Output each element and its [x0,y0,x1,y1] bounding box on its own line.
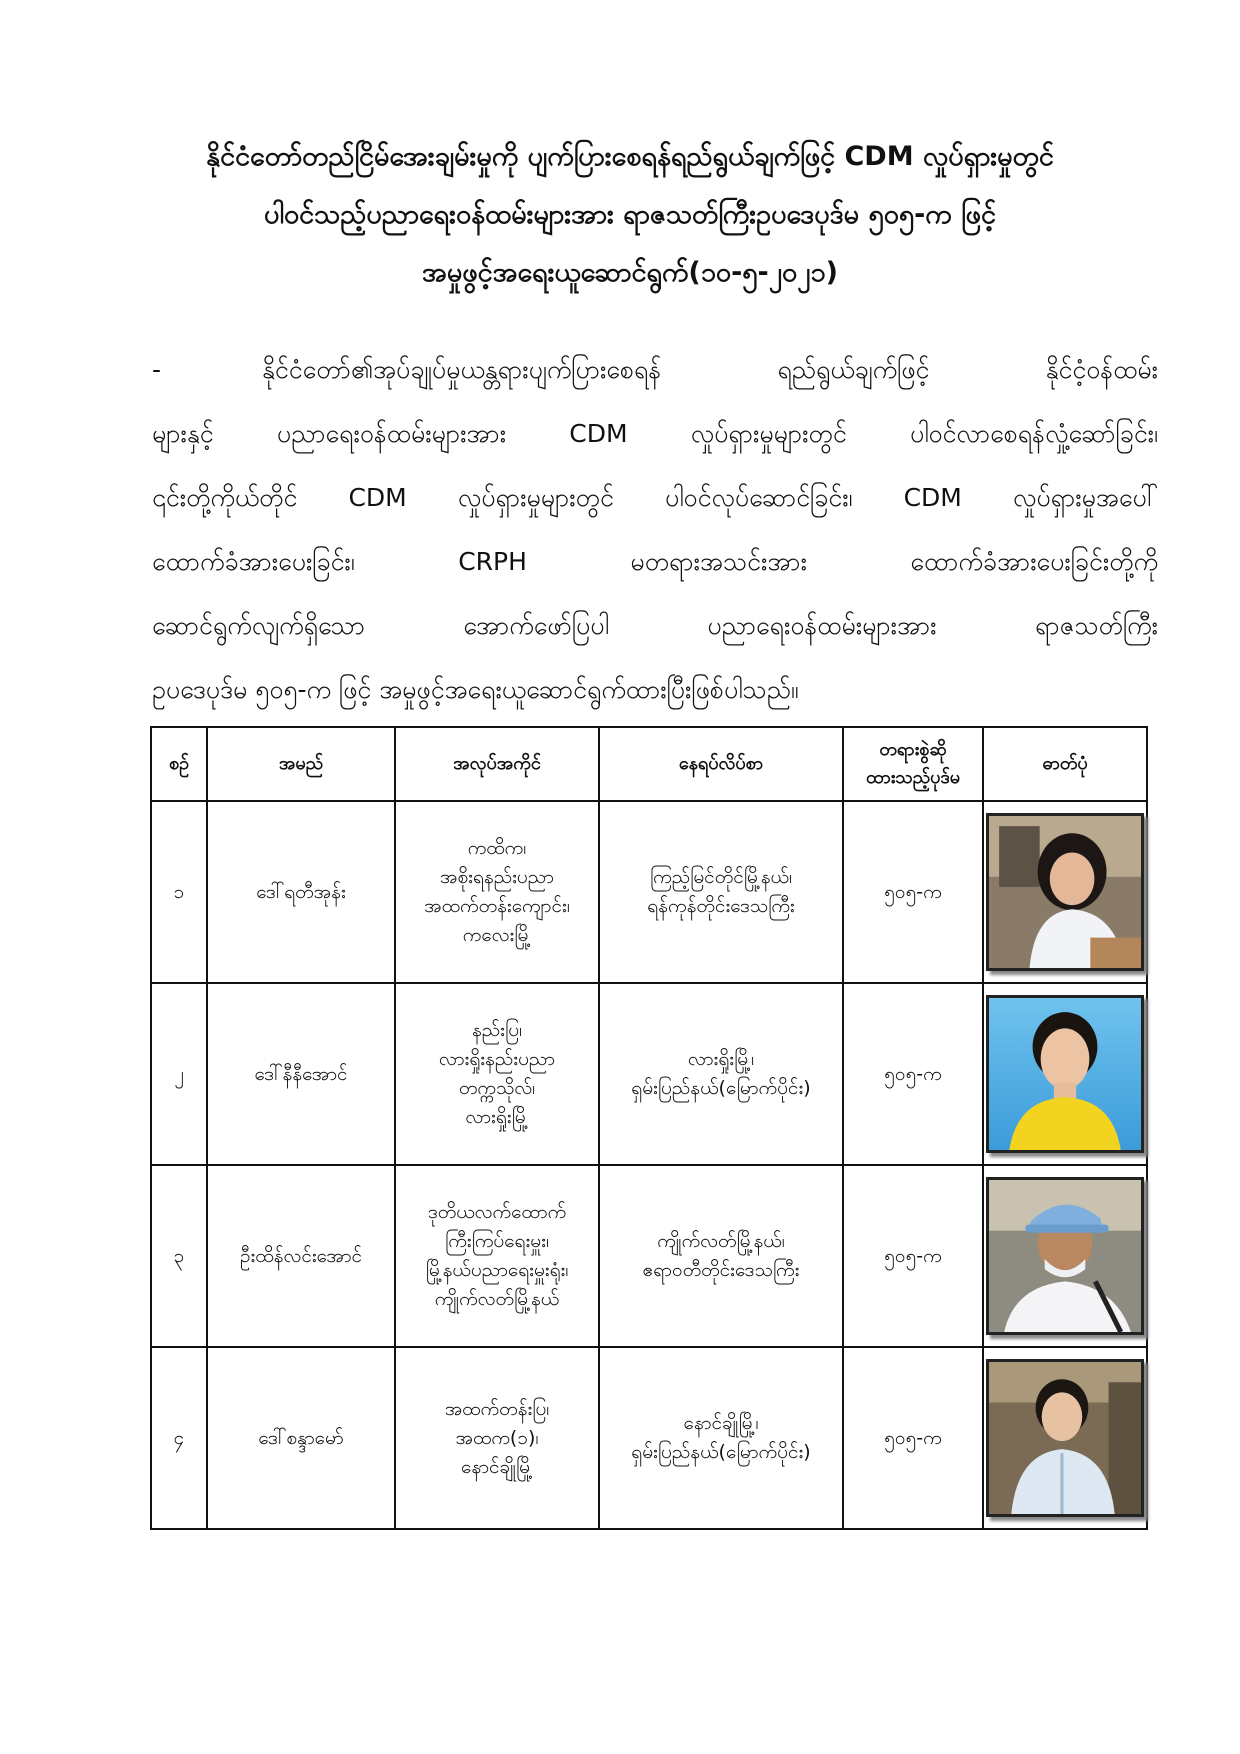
portrait-photo-2 [989,998,1141,1150]
cell-position: နည်းပြ၊ လားရှိုးနည်းပညာ တက္ကသိုလ်၊ လားရှိုးမြို့ [395,983,599,1165]
cell-no: ၄ [151,1347,207,1529]
cell-section: ၅၀၅-က [843,1165,983,1347]
cell-photo [983,1347,1147,1529]
cell-photo [983,801,1147,983]
cell-section: ၅၀၅-က [843,983,983,1165]
cell-address: ကျိုက်လတ်မြို့နယ်၊ ဧရာဝတီတိုင်းဒေသကြီး [599,1165,843,1347]
header-name: အမည် [207,727,395,801]
cell-no: ၃ [151,1165,207,1347]
cell-address: နောင်ချိုမြို့၊ ရှမ်းပြည်နယ်(မြောက်ပိုင်း) [599,1347,843,1529]
cell-section: ၅၀၅-က [843,1347,983,1529]
cell-no: ၁ [151,801,207,983]
table-row [151,983,1147,1165]
table-row [151,801,1147,983]
portrait-photo [986,1177,1144,1335]
portrait-photo-4 [989,1362,1141,1514]
title-line-3: အမှုဖွင့်အရေးယူဆောင်ရွက်(၁၀-၅-၂၀၂၁) [422,257,838,288]
cell-photo [983,1165,1147,1347]
paragraph-line-1: - နိုင်ငံတော်၏အုပ်ချုပ်မှုယန္တရားပျက်ပြားစေရန် ရည်ရွယ်ချက်ဖြင့် နိုင်ငံ့ဝန်ထမ်း [152,338,1158,402]
title-line-1: နိုင်ငံတော်တည်ငြိမ်အေးချမ်းမှုကို ပျက်ပြားစေရန်ရည်ရွယ်ချက်ဖြင့် CDM လှုပ်ရှားမှုတွင် [206,141,1054,172]
paragraph-line-4: ထောက်ခံအားပေးခြင်း၊ CRPH မတရားအသင်းအား ထောက်ခံအားပေးခြင်းတို့ကို [152,547,1158,576]
body-paragraph [152,338,1158,722]
cell-position: အထက်တန်းပြ၊ အထက(၁)၊ နောင်ချိုမြို့ [395,1347,599,1529]
portrait-photo-1 [989,816,1141,968]
cell-name: ဒေါ်ရတီအုန်း [207,801,395,983]
cell-no: ၂ [151,983,207,1165]
portrait-photo [986,1359,1144,1517]
cell-section: ၅၀၅-က [843,801,983,983]
staff-table [150,726,1148,1530]
header-address: နေရပ်လိပ်စာ [599,727,843,801]
document-title [130,128,1130,302]
cell-position: ကထိက၊ အစိုးရနည်းပညာ အထက်တန်းကျောင်း၊ ကလေးမြို့ [395,801,599,983]
cell-name: ဒေါ်စန္ဒာမော် [207,1347,395,1529]
cell-photo [983,983,1147,1165]
portrait-photo-3 [989,1180,1141,1332]
table-header-row [151,727,1147,801]
header-position: အလုပ်အကိုင် [395,727,599,801]
table-row [151,1165,1147,1347]
cell-name: ဒေါ်နီနီအောင် [207,983,395,1165]
title-line-2: ပါဝင်သည့်ပညာရေးဝန်ထမ်းများအား ရာဇသတ်ကြီးဥပဒေပုဒ်မ ၅၀၅-က ဖြင့် [263,199,997,230]
header-no: စဉ် [151,727,207,801]
paragraph-line-6: ဥပဒေပုဒ်မ ၅၀၅-က ဖြင့် အမှုဖွင့်အရေးယူဆောင်ရွက်ထားပြီးဖြစ်ပါသည်။ [152,675,799,704]
cell-name: ဦးထိန်လင်းအောင် [207,1165,395,1347]
table-row [151,1347,1147,1529]
cell-address: ကြည့်မြင်တိုင်မြို့နယ်၊ ရန်ကုန်တိုင်းဒေသကြီး [599,801,843,983]
portrait-photo [986,813,1144,971]
header-section: တရားစွဲဆို ထားသည့်ပုဒ်မ [843,727,983,801]
header-photo: ဓာတ်ပုံ [983,727,1147,801]
paragraph-line-3: ၎င်းတို့ကိုယ်တိုင် CDM လှုပ်ရှားမှုများတွင် ပါဝင်လုပ်ဆောင်ခြင်း၊ CDM လှုပ်ရှားမှုအပေါ် [152,483,1158,512]
paragraph-line-5: ဆောင်ရွက်လျက်ရှိသော အောက်ဖော်ပြပါ ပညာရေးဝန်ထမ်းများအား ရာဇသတ်ကြီး [152,611,1158,640]
portrait-photo [986,995,1144,1153]
cell-position: ဒုတိယလက်ထောက် ကြီးကြပ်ရေးမှူး၊ မြို့နယ်ပညာရေးမှူးရုံး၊ ကျိုက်လတ်မြို့နယ် [395,1165,599,1347]
paragraph-line-2: များနှင့် ပညာရေးဝန်ထမ်းများအား CDM လှုပ်ရှားမှုများတွင် ပါဝင်လာစေရန်လှုံ့ဆော်ခြင်း၊ [152,419,1158,448]
cell-address: လားရှိုးမြို့၊ ရှမ်းပြည်နယ်(မြောက်ပိုင်း) [599,983,843,1165]
paragraph-dash: - [152,355,162,384]
